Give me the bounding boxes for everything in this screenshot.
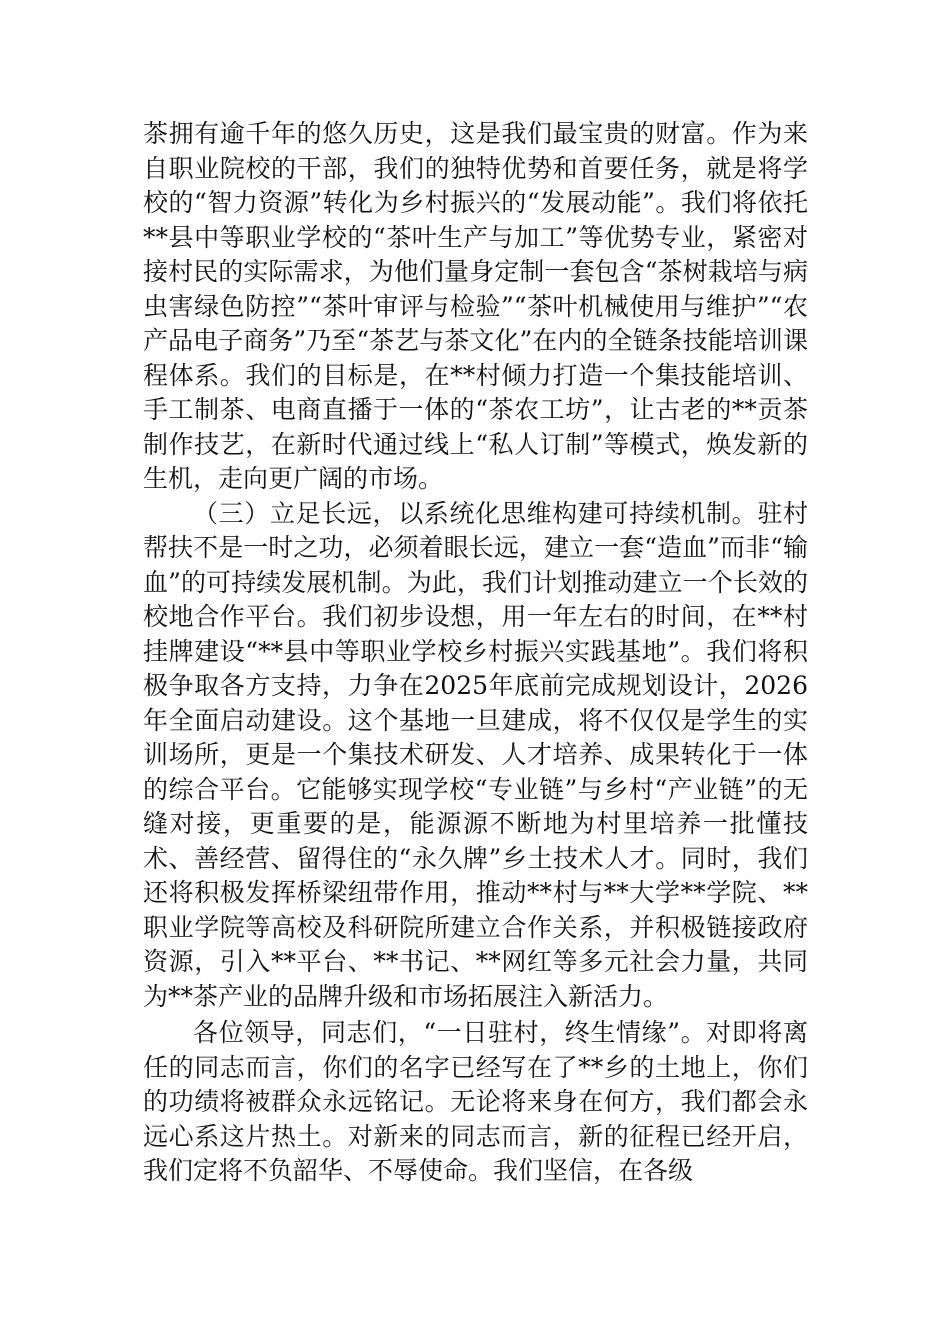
document-page (143, 117, 808, 1189)
paragraph-closing-remarks: 各位领导，同志们，“一日驻村，终生情缘”。对即将离任的同志而言，你们的名字已经写在了**乡的土地上，你们的功绩将被群众永远铭记。无论将来身在何方，我们都会永远心系这片热土。对新来的同志而言，新的征程已经开启，我们定将不负韶华、不辱使命。我们坚信，在各级 (143, 1018, 808, 1185)
paragraph-tea-history: 茶拥有逾千年的悠久历史，这是我们最宝贵的财富。作为来自职业院校的干部，我们的独特优势和首要任务，就是将学校的“智力资源”转化为乡村振兴的“发展动能”。我们将依托**县中等职业学校的“茶叶生产与加工”等优势专业，紧密对接村民的实际需求，为他们量身定制一套包含“茶树栽培与病虫害绿色防控”“茶叶审评与检验”“茶叶机械使用与维护”“农产品电子商务”乃至“茶艺与茶文化”在内的全链条技能培训课程体系。我们的目标是，在**村倾力打造一个集技能培训、手工制茶、电商直播于一体的“茶农工坊”，让古老的**贡茶制作技艺，在新时代通过线上“私人订制”等模式，焕发新的生机，走向更广阔的市场。 (143, 119, 808, 493)
paragraph-long-term-mechanism: （三）立足长远，以系统化思维构建可持续机制。驻村帮扶不是一时之功，必须着眼长远，建立一套“造血”而非“输血”的可持续发展机制。为此，我们计划推动建立一个长效的校地合作平台。我们初步设想，用一年左右的时间，在**村挂牌建设“**县中等职业学校乡村振兴实践基地”。我们将积极争取各方支持，力争在2025年底前完成规划设计，2026年全面启动建设。这个基地一旦建成，将不仅仅是学生的实训场所，更是一个集技术研发、人才培养、成果转化于一体的综合平台。它能够实现学校“专业链”与乡村“产业链”的无缝对接，更重要的是，能源源不断地为村里培养一批懂技术、善经营、留得住的“永久牌”乡土技术人才。同时，我们还将积极发挥桥梁纽带作用，推动**村与**大学**学院、**职业学院等高校及科研院所建立合作关系，并积极链接政府资源，引入**平台、**书记、**网红等多元社会力量，共同为**茶产业的品牌升级和市场拓展注入新活力。 (143, 498, 808, 1011)
